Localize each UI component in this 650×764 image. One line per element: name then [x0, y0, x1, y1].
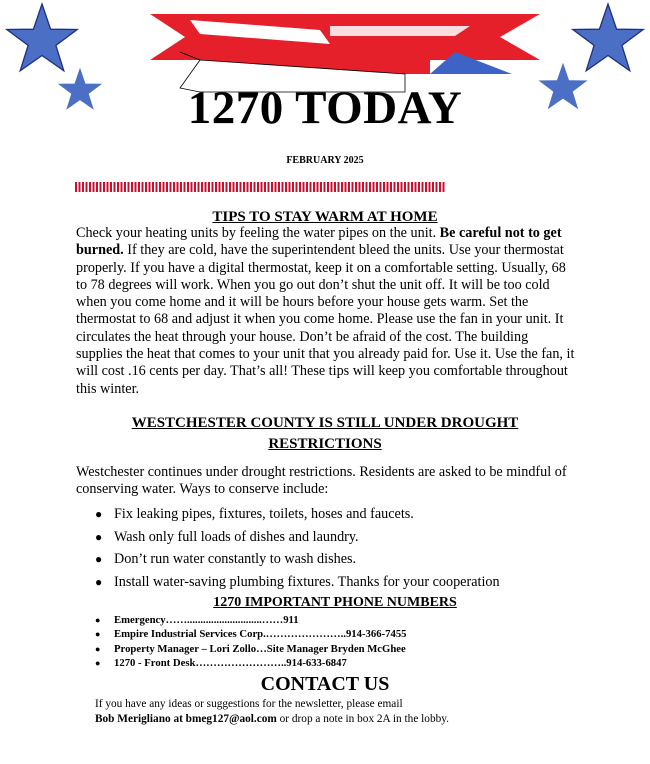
star-icon	[7, 4, 77, 71]
list-item: ● Empire Industrial Services Corp.…………………..914-366-7455	[95, 628, 407, 641]
list-item: ● 1270 - Front Desk……………………..914-633-6847	[95, 657, 347, 670]
phone-numbers-list	[95, 613, 407, 671]
drought-paragraph: Westchester continues under drought restrictions. Residents are asked to be mindful of conserving water. Ways to conserve include:	[76, 464, 567, 498]
list-item: ● Fix leaking pipes, fixtures, toilets, hoses and faucets.	[95, 503, 500, 526]
list-item: ● Emergency……............................……911	[95, 614, 299, 626]
contact-email-line	[95, 712, 449, 726]
bullet-icon: ●	[95, 529, 103, 544]
list-item: ● Property Manager – Lori Zollo…Site Manager Bryden McGhee	[95, 642, 406, 655]
contact-text: If you have any ideas or suggestions for the newsletter, please email	[95, 698, 403, 710]
list-item: ● Wash only full loads of dishes and laundry.	[95, 526, 500, 549]
contact-heading: CONTACT US	[260, 673, 390, 695]
contact-drop-note: or drop a note in box 2A in the lobby.	[276, 713, 449, 725]
phone-numbers-heading: 1270 IMPORTANT PHONE NUMBERS	[213, 595, 457, 610]
conservation-tips-list	[95, 503, 500, 593]
warm-tips-intro: Check your heating units by feeling the water pipes on the unit.	[76, 225, 440, 241]
bullet-icon: ●	[95, 643, 101, 654]
drought-heading: WESTCHESTER COUNTY IS STILL UNDER DROUGHT RESTRICTIONS	[131, 415, 519, 452]
bullet-icon: ●	[95, 629, 101, 640]
bullet-icon: ●	[95, 658, 101, 669]
bullet-icon: ●	[95, 507, 103, 521]
star-icon	[573, 4, 643, 71]
list-item: ● Don’t run water constantly to wash dishes.	[95, 548, 500, 571]
warm-tips-heading: TIPS TO STAY WARM AT HOME	[212, 209, 438, 225]
decorative-stripe-divider	[75, 182, 446, 192]
bullet-icon: ●	[95, 574, 103, 589]
bullet-icon: ●	[95, 552, 103, 567]
newsletter-date: FEBRUARY 2025	[286, 155, 364, 166]
warm-tips-warning: Be careful not to get burned.	[76, 225, 562, 259]
bullet-icon: ●	[95, 615, 101, 625]
warm-tips-paragraph	[76, 225, 576, 398]
newsletter-title: 1270 TODAY	[187, 82, 463, 134]
contact-email[interactable]: Bob Merigliano at bmeg127@aol.com	[95, 713, 277, 725]
warm-tips-body: If they are cold, have the superintendent bleed the units. Use your thermostat properly. If you have a digital thermostat, keep it on a comfortable setting. Usually, 68 to 78 degrees will work. When you go out don’t shut the unit off. It will be too cold when you come home and it will be hours before your house gets warm. Set the thermostat to 68 and adjust it when you come home. Please use the fan in your unit. It circulates the heat through your house. Don’t be afraid of the cost. The building supplies the heat that comes to your unit that you already paid for. Use it. Use the fan, it will cost .16 cents per day. That’s all! These tips will keep you comfortable throughout this winter.	[76, 242, 575, 397]
list-item: ● Install water-saving plumbing fixtures. Thanks for your cooperation	[95, 571, 500, 594]
